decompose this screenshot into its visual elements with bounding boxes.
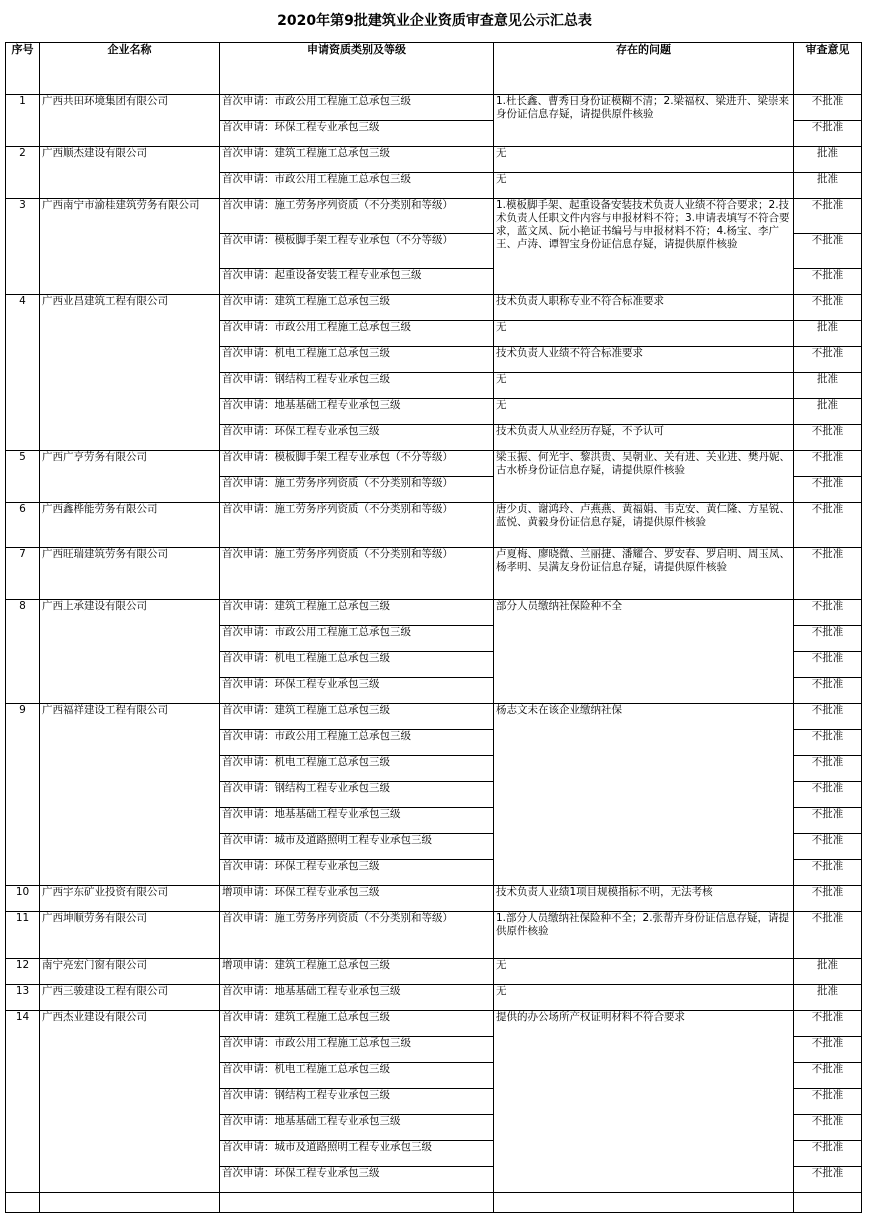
qualification-cell: 首次申请：施工劳务序列资质（不分类别和等级）: [220, 503, 494, 548]
qualification-cell: 首次申请：市政公用工程施工总承包三级: [220, 173, 494, 199]
table-row: [6, 147, 862, 173]
table-row: [6, 704, 862, 730]
decision-cell: 不批准: [794, 860, 862, 886]
qualification-cell: 首次申请：建筑工程施工总承包三级: [220, 147, 494, 173]
qualification-cell: 首次申请：施工劳务序列资质（不分类别和等级）: [220, 548, 494, 600]
decision-cell: 批准: [794, 373, 862, 399]
problem-cell: 无: [494, 173, 794, 199]
decision-cell: 不批准: [794, 1011, 862, 1037]
problem-cell: 无: [494, 959, 794, 985]
table-row: [6, 912, 862, 959]
company-name-cell: 广西坤顺劳务有限公司: [40, 912, 220, 959]
decision-cell: 不批准: [794, 600, 862, 626]
problem-cell: 提供的办公场所产权证明材料不符合要求: [494, 1011, 794, 1193]
decision-cell: 不批准: [794, 626, 862, 652]
decision-cell: 不批准: [794, 1141, 862, 1167]
header-seq: 序号: [6, 43, 40, 95]
header-qualification: 申请资质类别及等级: [220, 43, 494, 95]
review-table: [5, 42, 862, 1213]
header-problems: 存在的问题: [494, 43, 794, 95]
table-row: [6, 985, 862, 1011]
qualification-cell: 首次申请：机电工程施工总承包三级: [220, 652, 494, 678]
company-name-cell: 广西福祥建设工程有限公司: [40, 704, 220, 886]
qualification-cell: 首次申请：环保工程专业承包三级: [220, 860, 494, 886]
decision-cell: 不批准: [794, 1037, 862, 1063]
qualification-cell: 首次申请：建筑工程施工总承包三级: [220, 600, 494, 626]
qualification-cell: 首次申请：钢结构工程专业承包三级: [220, 1089, 494, 1115]
decision-cell: 不批准: [794, 886, 862, 912]
decision-cell: 不批准: [794, 704, 862, 730]
decision-cell: 批准: [794, 173, 862, 199]
table-row: [6, 600, 862, 626]
decision-cell: 不批准: [794, 808, 862, 834]
table-row-partial: [6, 1193, 862, 1213]
qualification-cell: 首次申请：市政公用工程施工总承包三级: [220, 1037, 494, 1063]
problem-cell: 梁玉振、何光宇、黎洪贵、吴朝业、关有进、关业进、樊丹妮、古水桥身份证信息存疑，请提供原件核验: [494, 451, 794, 503]
table-row: [6, 1011, 862, 1037]
row-seq-cell: 11: [6, 912, 40, 959]
partial-cell: [794, 1193, 862, 1213]
problem-cell: 无: [494, 985, 794, 1011]
decision-cell: 不批准: [794, 1167, 862, 1193]
company-name-cell: 广西三骏建设工程有限公司: [40, 985, 220, 1011]
decision-cell: 不批准: [794, 756, 862, 782]
qualification-cell: 首次申请：施工劳务序列资质（不分类别和等级）: [220, 199, 494, 234]
qualification-cell: 首次申请：城市及道路照明工程专业承包三级: [220, 1141, 494, 1167]
decision-cell: 不批准: [794, 1115, 862, 1141]
problem-cell: 无: [494, 373, 794, 399]
company-name-cell: 广西上承建设有限公司: [40, 600, 220, 704]
qualification-cell: 首次申请：市政公用工程施工总承包三级: [220, 626, 494, 652]
qualification-cell: 首次申请：机电工程施工总承包三级: [220, 756, 494, 782]
decision-cell: 不批准: [794, 652, 862, 678]
problem-cell: 卢夏梅、廖晓微、兰丽捷、潘耀合、罗安春、罗启明、周玉凤、杨孝明、吴满友身份证信息存疑，请提供原件核验: [494, 548, 794, 600]
decision-cell: 不批准: [794, 451, 862, 477]
decision-cell: 不批准: [794, 347, 862, 373]
partial-cell: [6, 1193, 40, 1213]
problem-cell: 1.杜长鑫、曹秀日身份证模糊不清；2.梁福权、梁进升、梁崇来身份证信息存疑，请提供原件核验: [494, 95, 794, 147]
qualification-cell: 首次申请：环保工程专业承包三级: [220, 1167, 494, 1193]
decision-cell: 不批准: [794, 678, 862, 704]
table-row: [6, 451, 862, 477]
problem-cell: 无: [494, 321, 794, 347]
table-row: [6, 503, 862, 548]
qualification-cell: 首次申请：环保工程专业承包三级: [220, 121, 494, 147]
decision-cell: 批准: [794, 321, 862, 347]
row-seq-cell: 5: [6, 451, 40, 503]
company-name-cell: 广西共田环境集团有限公司: [40, 95, 220, 147]
table-row: [6, 295, 862, 321]
qualification-cell: 首次申请：钢结构工程专业承包三级: [220, 373, 494, 399]
table-row: [6, 886, 862, 912]
problem-cell: 技术负责人从业经历存疑，不予认可: [494, 425, 794, 451]
qualification-cell: 首次申请：环保工程专业承包三级: [220, 425, 494, 451]
row-seq-cell: 2: [6, 147, 40, 199]
decision-cell: 不批准: [794, 548, 862, 600]
problem-cell: 1.模板脚手架、起重设备安装技术负责人业绩不符合要求；2.技术负责人任职文件内容与申报材料不符；3.申请表填写不符合要求，蓝文凤、阮小艳证书编号与申报材料不符；4.杨宝、李广王、卢涛、谭智宝身份证信息存疑，请提供原件核验: [494, 199, 794, 295]
problem-cell: 杨志文未在该企业缴纳社保: [494, 704, 794, 886]
decision-cell: 不批准: [794, 295, 862, 321]
problem-cell: 技术负责人业绩不符合标准要求: [494, 347, 794, 373]
qualification-cell: 首次申请：市政公用工程施工总承包三级: [220, 321, 494, 347]
partial-cell: [494, 1193, 794, 1213]
decision-cell: 不批准: [794, 199, 862, 234]
row-seq-cell: 7: [6, 548, 40, 600]
qualification-cell: 首次申请：模板脚手架工程专业承包（不分等级）: [220, 451, 494, 477]
problem-cell: 无: [494, 147, 794, 173]
problem-cell: 技术负责人业绩1项目规模指标不明，无法考核: [494, 886, 794, 912]
row-seq-cell: 14: [6, 1011, 40, 1193]
decision-cell: 不批准: [794, 912, 862, 959]
company-name-cell: 广西杰业建设有限公司: [40, 1011, 220, 1193]
table-body: [6, 95, 862, 1213]
row-seq-cell: 8: [6, 600, 40, 704]
company-name-cell: 广西业昌建筑工程有限公司: [40, 295, 220, 451]
problem-cell: 部分人员缴纳社保险种不全: [494, 600, 794, 704]
qualification-cell: 首次申请：建筑工程施工总承包三级: [220, 1011, 494, 1037]
table-row: [6, 548, 862, 600]
decision-cell: 不批准: [794, 269, 862, 295]
qualification-cell: 首次申请：模板脚手架工程专业承包（不分等级）: [220, 234, 494, 269]
qualification-cell: 首次申请：建筑工程施工总承包三级: [220, 295, 494, 321]
decision-cell: 批准: [794, 959, 862, 985]
qualification-cell: 首次申请：环保工程专业承包三级: [220, 678, 494, 704]
header-row: [6, 43, 862, 95]
qualification-cell: 首次申请：地基基础工程专业承包三级: [220, 1115, 494, 1141]
partial-cell: [220, 1193, 494, 1213]
qualification-cell: 首次申请：城市及道路照明工程专业承包三级: [220, 834, 494, 860]
qualification-cell: 增项申请：环保工程专业承包三级: [220, 886, 494, 912]
decision-cell: 不批准: [794, 730, 862, 756]
table-row: [6, 199, 862, 234]
table-row: [6, 95, 862, 121]
qualification-cell: 首次申请：钢结构工程专业承包三级: [220, 782, 494, 808]
company-name-cell: 广西旺瑞建筑劳务有限公司: [40, 548, 220, 600]
row-seq-cell: 1: [6, 95, 40, 147]
page-title: 2020年第9批建筑业企业资质审查意见公示汇总表: [277, 13, 592, 29]
row-seq-cell: 13: [6, 985, 40, 1011]
row-seq-cell: 12: [6, 959, 40, 985]
qualification-cell: 增项申请：建筑工程施工总承包三级: [220, 959, 494, 985]
decision-cell: 批准: [794, 985, 862, 1011]
qualification-cell: 首次申请：建筑工程施工总承包三级: [220, 704, 494, 730]
qualification-cell: 首次申请：地基基础工程专业承包三级: [220, 808, 494, 834]
decision-cell: 不批准: [794, 234, 862, 269]
row-seq-cell: 10: [6, 886, 40, 912]
header-decision: 审查意见: [794, 43, 862, 95]
row-seq-cell: 3: [6, 199, 40, 295]
decision-cell: 不批准: [794, 1063, 862, 1089]
table-row: [6, 959, 862, 985]
problem-cell: 唐少贞、谢鸿玲、卢燕燕、黄福娟、韦克安、黄仁隆、方星锐、蓝悦、黄毅身份证信息存疑，请提供原件核验: [494, 503, 794, 548]
partial-cell: [40, 1193, 220, 1213]
decision-cell: 不批准: [794, 121, 862, 147]
problem-cell: 无: [494, 399, 794, 425]
row-seq-cell: 6: [6, 503, 40, 548]
qualification-cell: 首次申请：机电工程施工总承包三级: [220, 347, 494, 373]
decision-cell: 批准: [794, 147, 862, 173]
qualification-cell: 首次申请：市政公用工程施工总承包三级: [220, 730, 494, 756]
decision-cell: 不批准: [794, 477, 862, 503]
problem-cell: 技术负责人职称专业不符合标准要求: [494, 295, 794, 321]
qualification-cell: 首次申请：起重设备安装工程专业承包三级: [220, 269, 494, 295]
header-company-name: 企业名称: [40, 43, 220, 95]
company-name-cell: 广西广亨劳务有限公司: [40, 451, 220, 503]
company-name-cell: 广西南宁市渝桂建筑劳务有限公司: [40, 199, 220, 295]
qualification-cell: 首次申请：地基基础工程专业承包三级: [220, 399, 494, 425]
company-name-cell: 广西鑫桦能劳务有限公司: [40, 503, 220, 548]
qualification-cell: 首次申请：市政公用工程施工总承包三级: [220, 95, 494, 121]
company-name-cell: 广西顺杰建设有限公司: [40, 147, 220, 199]
decision-cell: 批准: [794, 399, 862, 425]
qualification-cell: 首次申请：地基基础工程专业承包三级: [220, 985, 494, 1011]
qualification-cell: 首次申请：施工劳务序列资质（不分类别和等级）: [220, 477, 494, 503]
row-seq-cell: 9: [6, 704, 40, 886]
decision-cell: 不批准: [794, 834, 862, 860]
qualification-cell: 首次申请：施工劳务序列资质（不分类别和等级）: [220, 912, 494, 959]
company-name-cell: 南宁亮宏门窗有限公司: [40, 959, 220, 985]
decision-cell: 不批准: [794, 782, 862, 808]
company-name-cell: 广西宇东矿业投资有限公司: [40, 886, 220, 912]
decision-cell: 不批准: [794, 95, 862, 121]
decision-cell: 不批准: [794, 425, 862, 451]
decision-cell: 不批准: [794, 503, 862, 548]
qualification-cell: 首次申请：机电工程施工总承包三级: [220, 1063, 494, 1089]
decision-cell: 不批准: [794, 1089, 862, 1115]
row-seq-cell: 4: [6, 295, 40, 451]
problem-cell: 1.部分人员缴纳社保险种不全；2.张帮卉身份证信息存疑，请提供原件核验: [494, 912, 794, 959]
